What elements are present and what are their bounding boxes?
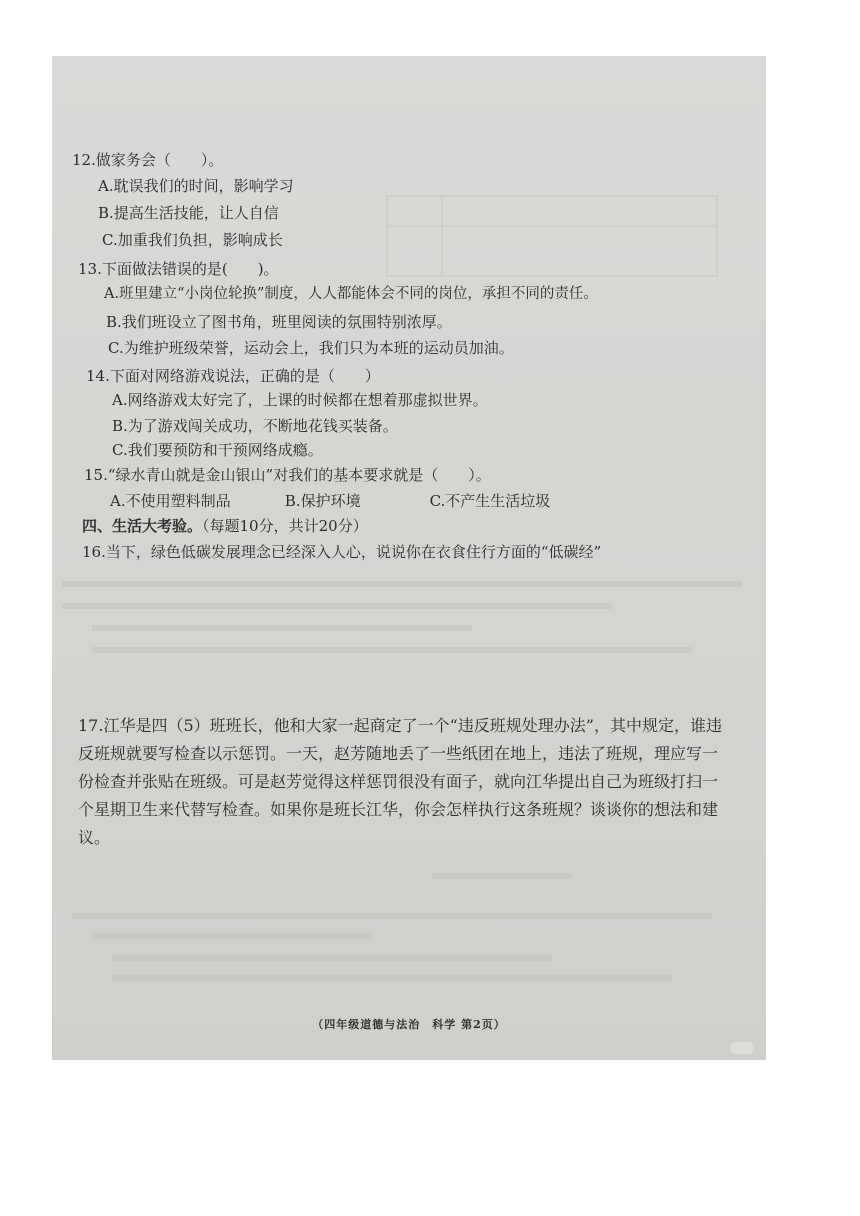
question-15: 15.“绿水青山就是金山银山”对我们的基本要求就是（ ）。: [84, 466, 491, 484]
question-12-option-c: C.加重我们负担，影响成长: [102, 231, 283, 249]
section-4-heading: [82, 516, 368, 536]
question-13-option-b: B.我们班设立了图书角，班里阅读的氛围特别浓厚。: [106, 313, 452, 331]
section-4-title: 四、生活大考验。: [82, 517, 203, 535]
question-14-option-b: B.为了游戏闯关成功，不断地花钱买装备。: [112, 417, 398, 435]
question-16: 16.当下，绿色低碳发展理念已经深入人心，说说你在衣食住行方面的“低碳经”: [82, 543, 602, 561]
question-15-option-c: C.不产生生活垃圾: [429, 492, 551, 510]
exam-page-photo: [52, 56, 766, 1060]
question-15-option-a: A.不使用塑料制品: [110, 492, 231, 510]
question-15-option-b: B.保护环境: [284, 492, 361, 510]
question-17: 17.江华是四（5）班班长，他和大家一起商定了一个“违反班规处理办法”，其中规定，谁违反班规就要写检查以示惩罚。一天，赵芳随地丢了一些纸团在地上，违法了班规，理应写一份检查并张贴在班级。可是赵芳觉得这样惩罚很没有面子，就向江华提出自己为班级打扫一个星期卫生来代替写检查。如果你是班长江华，你会怎样执行这条班规？谈谈你的想法和建议。: [78, 716, 722, 847]
question-14-option-c: C.我们要预防和干预网络成瘾。: [112, 441, 323, 459]
question-13-option-c: C.为维护班级荣誉，运动会上，我们只为本班的运动员加油。: [108, 339, 514, 357]
question-12-option-b: B.提高生活技能，让人自信: [98, 204, 279, 222]
question-12-option-a: A.耽误我们的时间，影响学习: [98, 177, 294, 195]
page-footer: （四年级道德与法治 科学 第2页）: [312, 1018, 506, 1031]
watermark-badge: [730, 1042, 754, 1054]
section-4-note: （每题10分，共计20分）: [202, 517, 368, 535]
question-13-option-a: A.班里建立“小岗位轮换”制度，人人都能体会不同的岗位，承担不同的责任。: [104, 286, 598, 302]
question-15-options: [110, 491, 550, 511]
question-14-option-a: A.网络游戏太好完了，上课的时候都在想着那虚拟世界。: [112, 391, 488, 409]
question-13: 13.下面做法错误的是( )。: [78, 260, 279, 278]
question-14: 14.下面对网络游戏说法，正确的是（ ）: [86, 367, 380, 385]
question-12: 12.做家务会（ ）。: [72, 151, 224, 169]
